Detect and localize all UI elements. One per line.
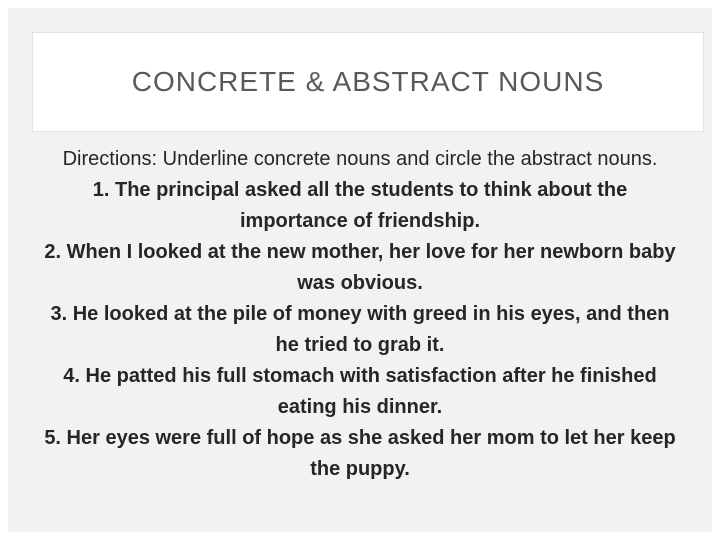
sentence-item-3: 3. He looked at the pile of money with greed in his eyes, and then he tried to grab it. bbox=[50, 303, 670, 356]
directions-text: Directions: Underline concrete nouns and circle the abstract nouns. bbox=[62, 148, 658, 170]
slide-title: CONCRETE & ABSTRACT NOUNS bbox=[131, 66, 605, 97]
sentence-item-1: 1. The principal asked all the students to think about the importance of friendship. bbox=[92, 179, 628, 232]
sentence-item-4: 4. He patted his full stomach with satisfaction after he finished eating his dinner. bbox=[63, 365, 657, 418]
title-box bbox=[32, 32, 704, 132]
slide-content bbox=[40, 144, 680, 485]
sentence-item-5: 5. Her eyes were full of hope as she asked her mom to let her keep the puppy. bbox=[44, 427, 676, 480]
sentence-item-2: 2. When I looked at the new mother, her love for her newborn baby was obvious. bbox=[44, 241, 676, 294]
